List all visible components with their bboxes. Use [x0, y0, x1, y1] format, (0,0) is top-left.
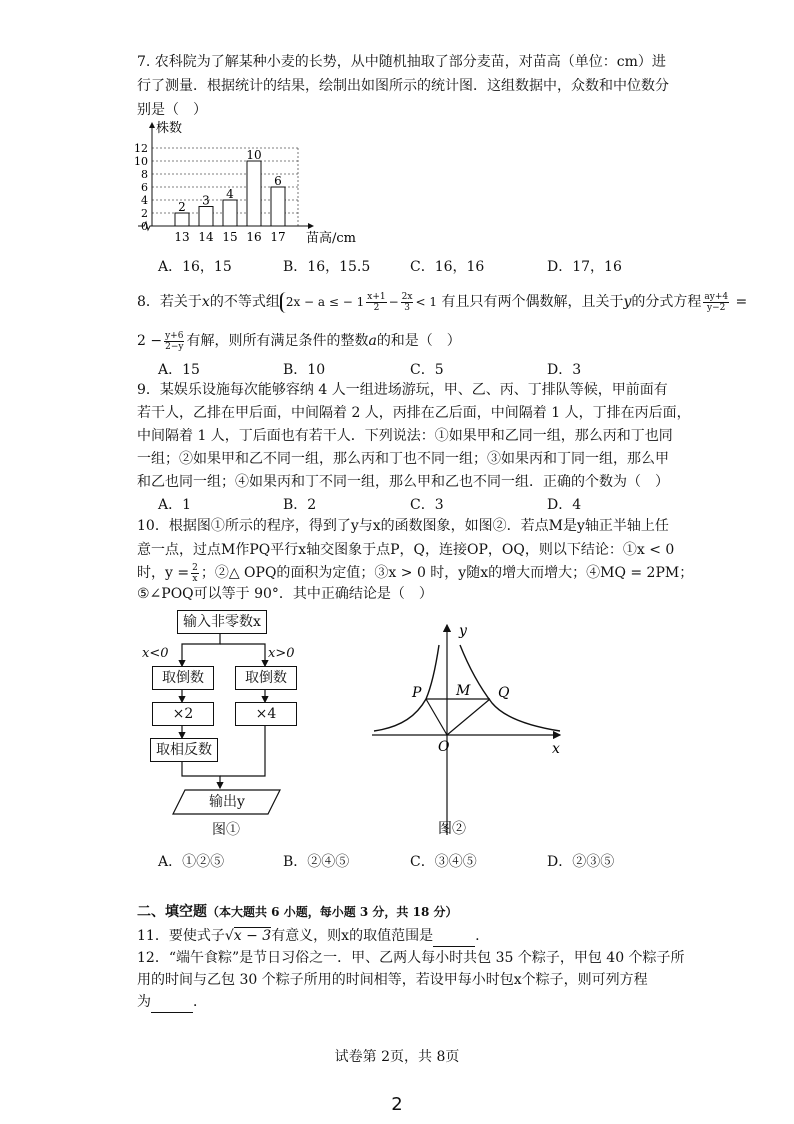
q11-end: .	[475, 928, 480, 944]
section2-heading	[137, 902, 457, 922]
bar	[247, 161, 261, 226]
y-tick-label: 12	[134, 142, 148, 155]
flow-left-mul-box	[152, 702, 214, 726]
flow-negate-box	[150, 738, 218, 762]
section2-title: 二、填空题	[137, 904, 207, 920]
q9-option-c: C．3	[410, 497, 444, 513]
q12-line2: 用的时间与乙包 30 个粽子所用的时间相等，若设甲每小时包x个粽子，则可列方程	[137, 972, 648, 988]
q8-option-b: B．10	[283, 362, 326, 378]
q8-frac-b-den: 3	[404, 302, 410, 313]
q11-suffix: 有意义，则x的取值范围是	[271, 928, 434, 944]
y-tick-label: 0	[141, 220, 148, 233]
q9-option-b: B．2	[283, 497, 317, 513]
q8-prefix: 8．若关于	[137, 294, 202, 310]
label-y: y	[459, 623, 467, 639]
q8-ineq2: $\frac{x+1}{2}$ − $\frac{2x}{3}$ < 1	[367, 291, 437, 313]
label-o: O	[438, 739, 450, 755]
q9-line2: 若干人，乙排在甲后面，中间隔着 2 人，丙排在乙后面，中间隔着 1 人，丁排在丙后面，	[137, 405, 691, 421]
bar-value-label: 4	[226, 187, 234, 201]
q10-frac	[191, 563, 199, 584]
flow-input-box	[177, 610, 267, 634]
q7-option-a: A．16，15	[158, 259, 232, 275]
q11-root: x − 3	[233, 928, 272, 944]
q8-option-c: C．5	[410, 362, 444, 378]
q10-line3b: ；②△ OPQ的面积为定值；③x > 0 时，y随x的增大而增大；④MQ = 2PM；	[200, 565, 694, 581]
q8-line2-rest: 有解，则所有满足条件的整数	[186, 333, 369, 349]
q8-option-a: A．15	[158, 362, 200, 378]
y-tick-label: 8	[141, 168, 148, 181]
q8-eq2-frac	[164, 331, 184, 352]
q8-mid: 的不等式组	[209, 294, 280, 310]
q10-option-b: B．②④⑤	[283, 854, 350, 870]
flow-output: 输出y	[209, 794, 245, 810]
bar-value-label: 10	[246, 148, 262, 162]
flow-right-mul-text: ×4	[255, 706, 277, 722]
flow-left-mul-text: ×2	[172, 706, 194, 722]
flow-caption: 图①	[212, 822, 240, 838]
label-p: P	[412, 685, 422, 701]
q8-eq-sign: =	[735, 294, 748, 310]
q10-option-a: A．①②⑤	[158, 854, 225, 870]
x-axis-title: 苗高/cm	[306, 231, 356, 246]
q8-var-a: a	[368, 333, 377, 349]
section2-note: （本大题共 6 小题，每小题 3 分，共 18 分）	[207, 905, 458, 919]
q8-frac-b-num: 2x	[401, 291, 413, 302]
q9-line4: 一组；②如果甲和乙不同一组，那么丙和丁也不同一组；③如果丙和丁同一组，那么甲	[137, 451, 669, 467]
segment-oq	[447, 699, 490, 735]
q10-frac-den: x	[192, 573, 198, 584]
q8-frac-a-num: x+1	[367, 291, 386, 302]
q8-ineq2-rest: < 1	[415, 294, 437, 309]
flow-right-mul-box	[235, 702, 297, 726]
bar-value-label: 3	[202, 193, 210, 208]
x-tick-label: 14	[198, 230, 214, 244]
page-number: 2	[391, 1094, 403, 1115]
x-axis-arrow	[308, 223, 314, 229]
q10-option-c: C．③④⑤	[410, 854, 477, 870]
q10-line2: 意一点，过点M作PQ平行x轴交图象于点P，Q，连接OP，OQ，则以下结论：①x < 0	[137, 542, 675, 558]
bar-value-label: 2	[178, 200, 186, 214]
bar	[223, 200, 237, 226]
q12-line3	[137, 992, 207, 1013]
y-tick-label: 10	[134, 155, 148, 168]
q8-line2-end: 的和是（ ）	[376, 333, 461, 349]
q8-eq-frac	[703, 292, 729, 313]
q8-line2-start: 2 −	[137, 333, 163, 349]
x-tick-label: 17	[270, 230, 286, 244]
flow-negate-text: 取相反数	[156, 742, 212, 758]
y-axis-title: 株数	[156, 121, 183, 136]
label-m: M	[456, 683, 471, 699]
q10-line4: ⑤∠POQ可以等于 90°．其中正确结论是（ ）	[137, 586, 433, 602]
q11-prefix: 11．要使式子	[137, 928, 225, 944]
q7-line2: 行了测量．根据统计的结果，绘制出如图所示的统计图．这组数据中，众数和中位数分	[137, 78, 669, 94]
left-branch	[374, 645, 439, 731]
flow-right-cond: x>0	[268, 646, 295, 661]
x-tick-label: 16	[246, 230, 262, 244]
graph-caption: 图②	[438, 821, 466, 837]
q8-line1	[137, 284, 747, 320]
bar	[271, 187, 285, 226]
x-tick-label: 13	[174, 230, 190, 244]
q8-eq2-den: 2−y	[165, 341, 184, 352]
q12-end: ．	[193, 994, 207, 1010]
q9-line5: 和乙也同一组；④如果丙和丁不同一组，那么甲和乙也不同一组．正确的个数为（ ）	[137, 474, 669, 490]
q8-var-x: x	[201, 294, 210, 310]
function-graph	[362, 615, 572, 845]
q8-frac-a	[366, 292, 386, 313]
q10-frac-num: 2	[192, 562, 198, 573]
bar	[199, 207, 213, 227]
q12-line3-text: 为	[137, 994, 151, 1010]
q12-line1: 12．“端午食粽”是节日习俗之一．甲、乙两人每小时共包 35 个粽子，甲包 40 个粽子所	[137, 950, 685, 966]
q8-inequality-system	[280, 292, 437, 313]
flow-right-recip-box	[235, 666, 297, 690]
q7-line3: 别是（ ）	[137, 102, 207, 118]
q9-option-a: A．1	[158, 497, 192, 513]
q7-option-b: B．16，15.5	[283, 259, 371, 275]
x-tick-label: 15	[222, 230, 238, 244]
q10-line1: 10．根据图①所示的程序，得到了y与x的函数图象，如图②．若点M是y轴正半轴上任	[137, 518, 669, 534]
q9-option-d: D．4	[547, 497, 582, 513]
q9-line3: 中间隔着 1 人，丁后面也有若干人．下列说法：①如果甲和乙同一组，那么丙和丁也同	[137, 428, 673, 444]
q8-after: 有且只有两个偶数解，且关于	[441, 294, 624, 310]
bar	[175, 213, 189, 226]
q12-answer-blank[interactable]	[151, 992, 193, 1013]
q8-eq-num: ay+4	[704, 291, 729, 302]
segment-op	[426, 699, 447, 735]
label-x: x	[552, 741, 560, 757]
flow-left-cond: x<0	[142, 646, 169, 661]
q7-option-d: D．17，16	[547, 259, 622, 275]
y-tick-label: 4	[141, 194, 148, 207]
flowchart	[140, 608, 310, 842]
right-branch	[460, 645, 560, 731]
q8-var-y: y	[623, 294, 632, 310]
flow-right-recip-text: 取倒数	[245, 670, 287, 686]
bar-chart	[130, 118, 370, 246]
q8-eq-den: y−2	[707, 302, 726, 313]
label-q: Q	[498, 685, 510, 701]
q9-line1: 9．某娱乐设施每次能够容纳 4 人一组进场游玩，甲、乙、丙、丁排队等候，甲前面有	[137, 382, 668, 398]
q8-frac-b	[401, 292, 414, 313]
flow-input-text: 输入非零数x	[183, 614, 261, 630]
q10-option-d: D．②③⑤	[547, 854, 615, 870]
q8-frac-a-den: 2	[373, 302, 380, 313]
y-tick-label: 6	[141, 181, 148, 194]
flow-left-recip-text: 取倒数	[162, 670, 204, 686]
y-tick-label: 2	[141, 207, 148, 220]
q8-option-d: D．3	[547, 362, 582, 378]
q8-after2: 的分式方程	[631, 294, 702, 310]
q8-ineq1: 2x − a ≤ − 1	[285, 294, 365, 309]
q8-line2	[137, 326, 461, 356]
q11-line: 11．要使式子√x − 3有意义，则x的取值范围是 .	[137, 926, 480, 947]
q11-answer-blank[interactable]	[433, 926, 475, 947]
page-footer: 试卷第 2页，共 8页	[334, 1049, 460, 1065]
q7-option-c: C．16，16	[410, 259, 485, 275]
q7-line1: 7. 农科院为了解某种小麦的长势，从中随机抽取了部分麦苗，对苗高（单位：cm）进	[137, 54, 666, 70]
y-axis-arrow	[149, 122, 155, 128]
q10-line3a: 时，y =	[137, 565, 190, 581]
flow-left-recip-box	[152, 666, 214, 690]
q8-eq2-num: y+6	[165, 330, 184, 341]
bar-value-label: 6	[274, 174, 282, 188]
